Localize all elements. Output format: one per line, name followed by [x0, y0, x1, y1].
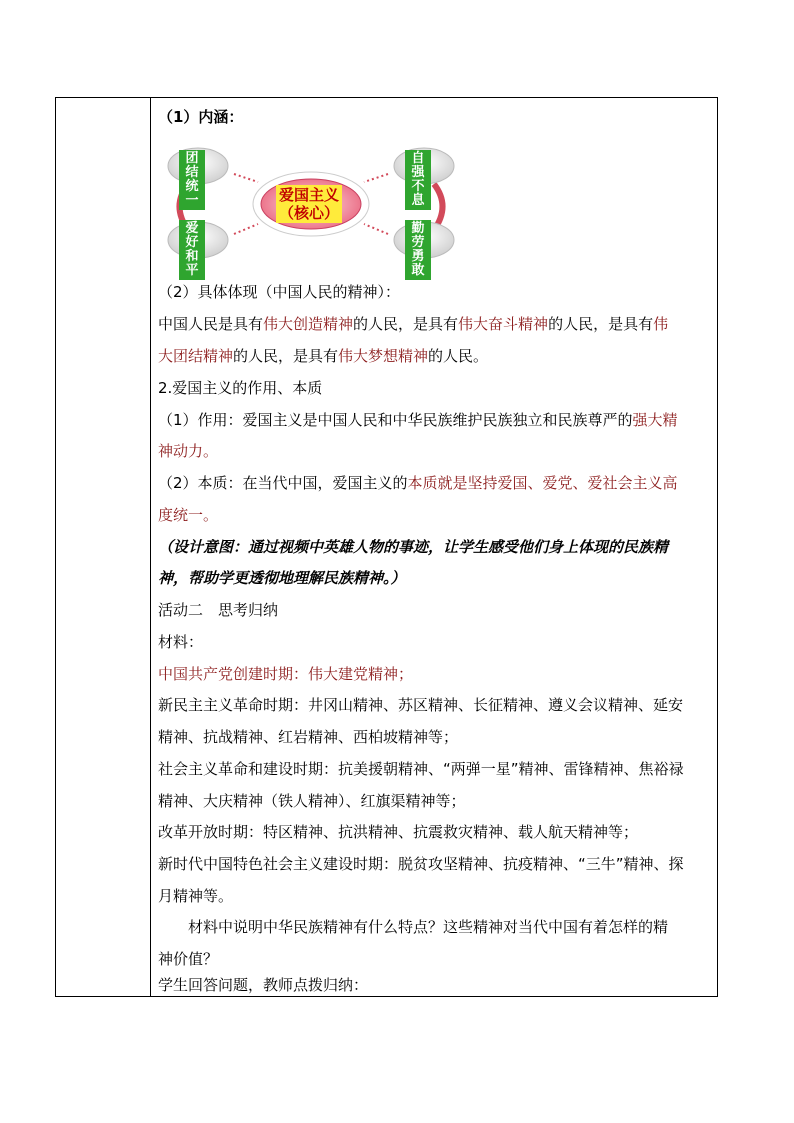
- text: 的人民，是具有: [233, 347, 339, 365]
- text: （1）作用：爱国主义是中国人民和中华民族维护民族独立和民族尊严的: [158, 411, 633, 429]
- material-line-8: 月精神等。: [158, 887, 234, 905]
- design-intent-2: 神，帮助学更透彻地理解民族精神。）: [158, 569, 406, 587]
- material-line-7: 新时代中国特色社会主义建设时期：脱贫攻坚精神、抗疫精神、“三牛”精神、探: [158, 855, 684, 873]
- text: 的人民。: [428, 347, 489, 365]
- heading-2: 2.爱国主义的作用、本质: [158, 379, 323, 397]
- paragraph-function-1: [158, 409, 678, 430]
- paragraph-spirit-2: [158, 345, 488, 366]
- paragraph-essence-2: 度统一。: [158, 506, 219, 524]
- design-intent-1: （设计意图：通过视频中英雄人物的事迹，让学生感受他们身上体现的民族精: [158, 538, 669, 556]
- patriotism-diagram: [166, 144, 456, 278]
- label-diligence: 勤劳勇敢: [405, 220, 431, 280]
- column-divider: [150, 98, 151, 996]
- text: 的人民，是具有: [548, 315, 654, 333]
- question-2: 神价值？: [158, 950, 219, 968]
- material-line-3: 精神、抗战精神、红岩精神、西柏坡精神等；: [158, 728, 459, 746]
- activity-2-title: 活动二 思考归纳: [158, 601, 279, 619]
- text: （2）本质：在当代中国，爱国主义的: [158, 474, 408, 492]
- question-1: 材料中说明中华民族精神有什么特点？这些精神对当代中国有着怎样的精: [158, 918, 669, 936]
- paragraph-function-2: 神动力。: [158, 442, 219, 460]
- material-label: 材料：: [158, 633, 204, 651]
- label-unity: 团结统一: [179, 150, 205, 210]
- lesson-table: [55, 97, 718, 997]
- material-line-1: 中国共产党创建时期：伟大建党精神；: [158, 665, 414, 683]
- material-line-4: 社会主义革命和建设时期：抗美援朝精神、“两弹一星”精神、雷锋精神、焦裕禄: [158, 760, 684, 778]
- label-self-improvement: 自强不息: [405, 150, 431, 210]
- section-2-title: （2）具体体现（中国人民的精神）：: [158, 283, 401, 301]
- paragraph-essence-1: [158, 472, 678, 493]
- paragraph-spirit-1: [158, 313, 668, 334]
- material-line-5: 精神、大庆精神（铁人精神）、红旗渠精神等；: [158, 792, 466, 810]
- label-peace: 爱好和平: [179, 220, 205, 280]
- label-core-patriotism: 爱国主义 （核心）: [276, 185, 342, 223]
- highlight-creation: 伟大创造精神: [263, 315, 354, 333]
- text: 中国人民是具有: [158, 315, 264, 333]
- material-line-2: 新民主主义革命时期：井冈山精神、苏区精神、长征精神、遵义会议精神、延安: [158, 696, 684, 714]
- highlight-power: 强大精: [632, 411, 678, 429]
- material-line-6: 改革开放时期：特区精神、抗洪精神、抗震救灾精神、载人航天精神等；: [158, 823, 639, 841]
- text: 的人民，是具有: [353, 315, 459, 333]
- highlight-unity-start: 伟: [653, 315, 669, 333]
- highlight-struggle: 伟大奋斗精神: [458, 315, 549, 333]
- section-1-title: （1）内涵：: [158, 108, 244, 126]
- answer-prompt: 学生回答问题，教师点拨归纳：: [158, 976, 369, 994]
- highlight-dream: 伟大梦想精神: [338, 347, 429, 365]
- highlight-essence: 本质就是坚持爱国、爱党、爱社会主义高: [407, 474, 678, 492]
- highlight-unity: 大团结精神: [158, 347, 234, 365]
